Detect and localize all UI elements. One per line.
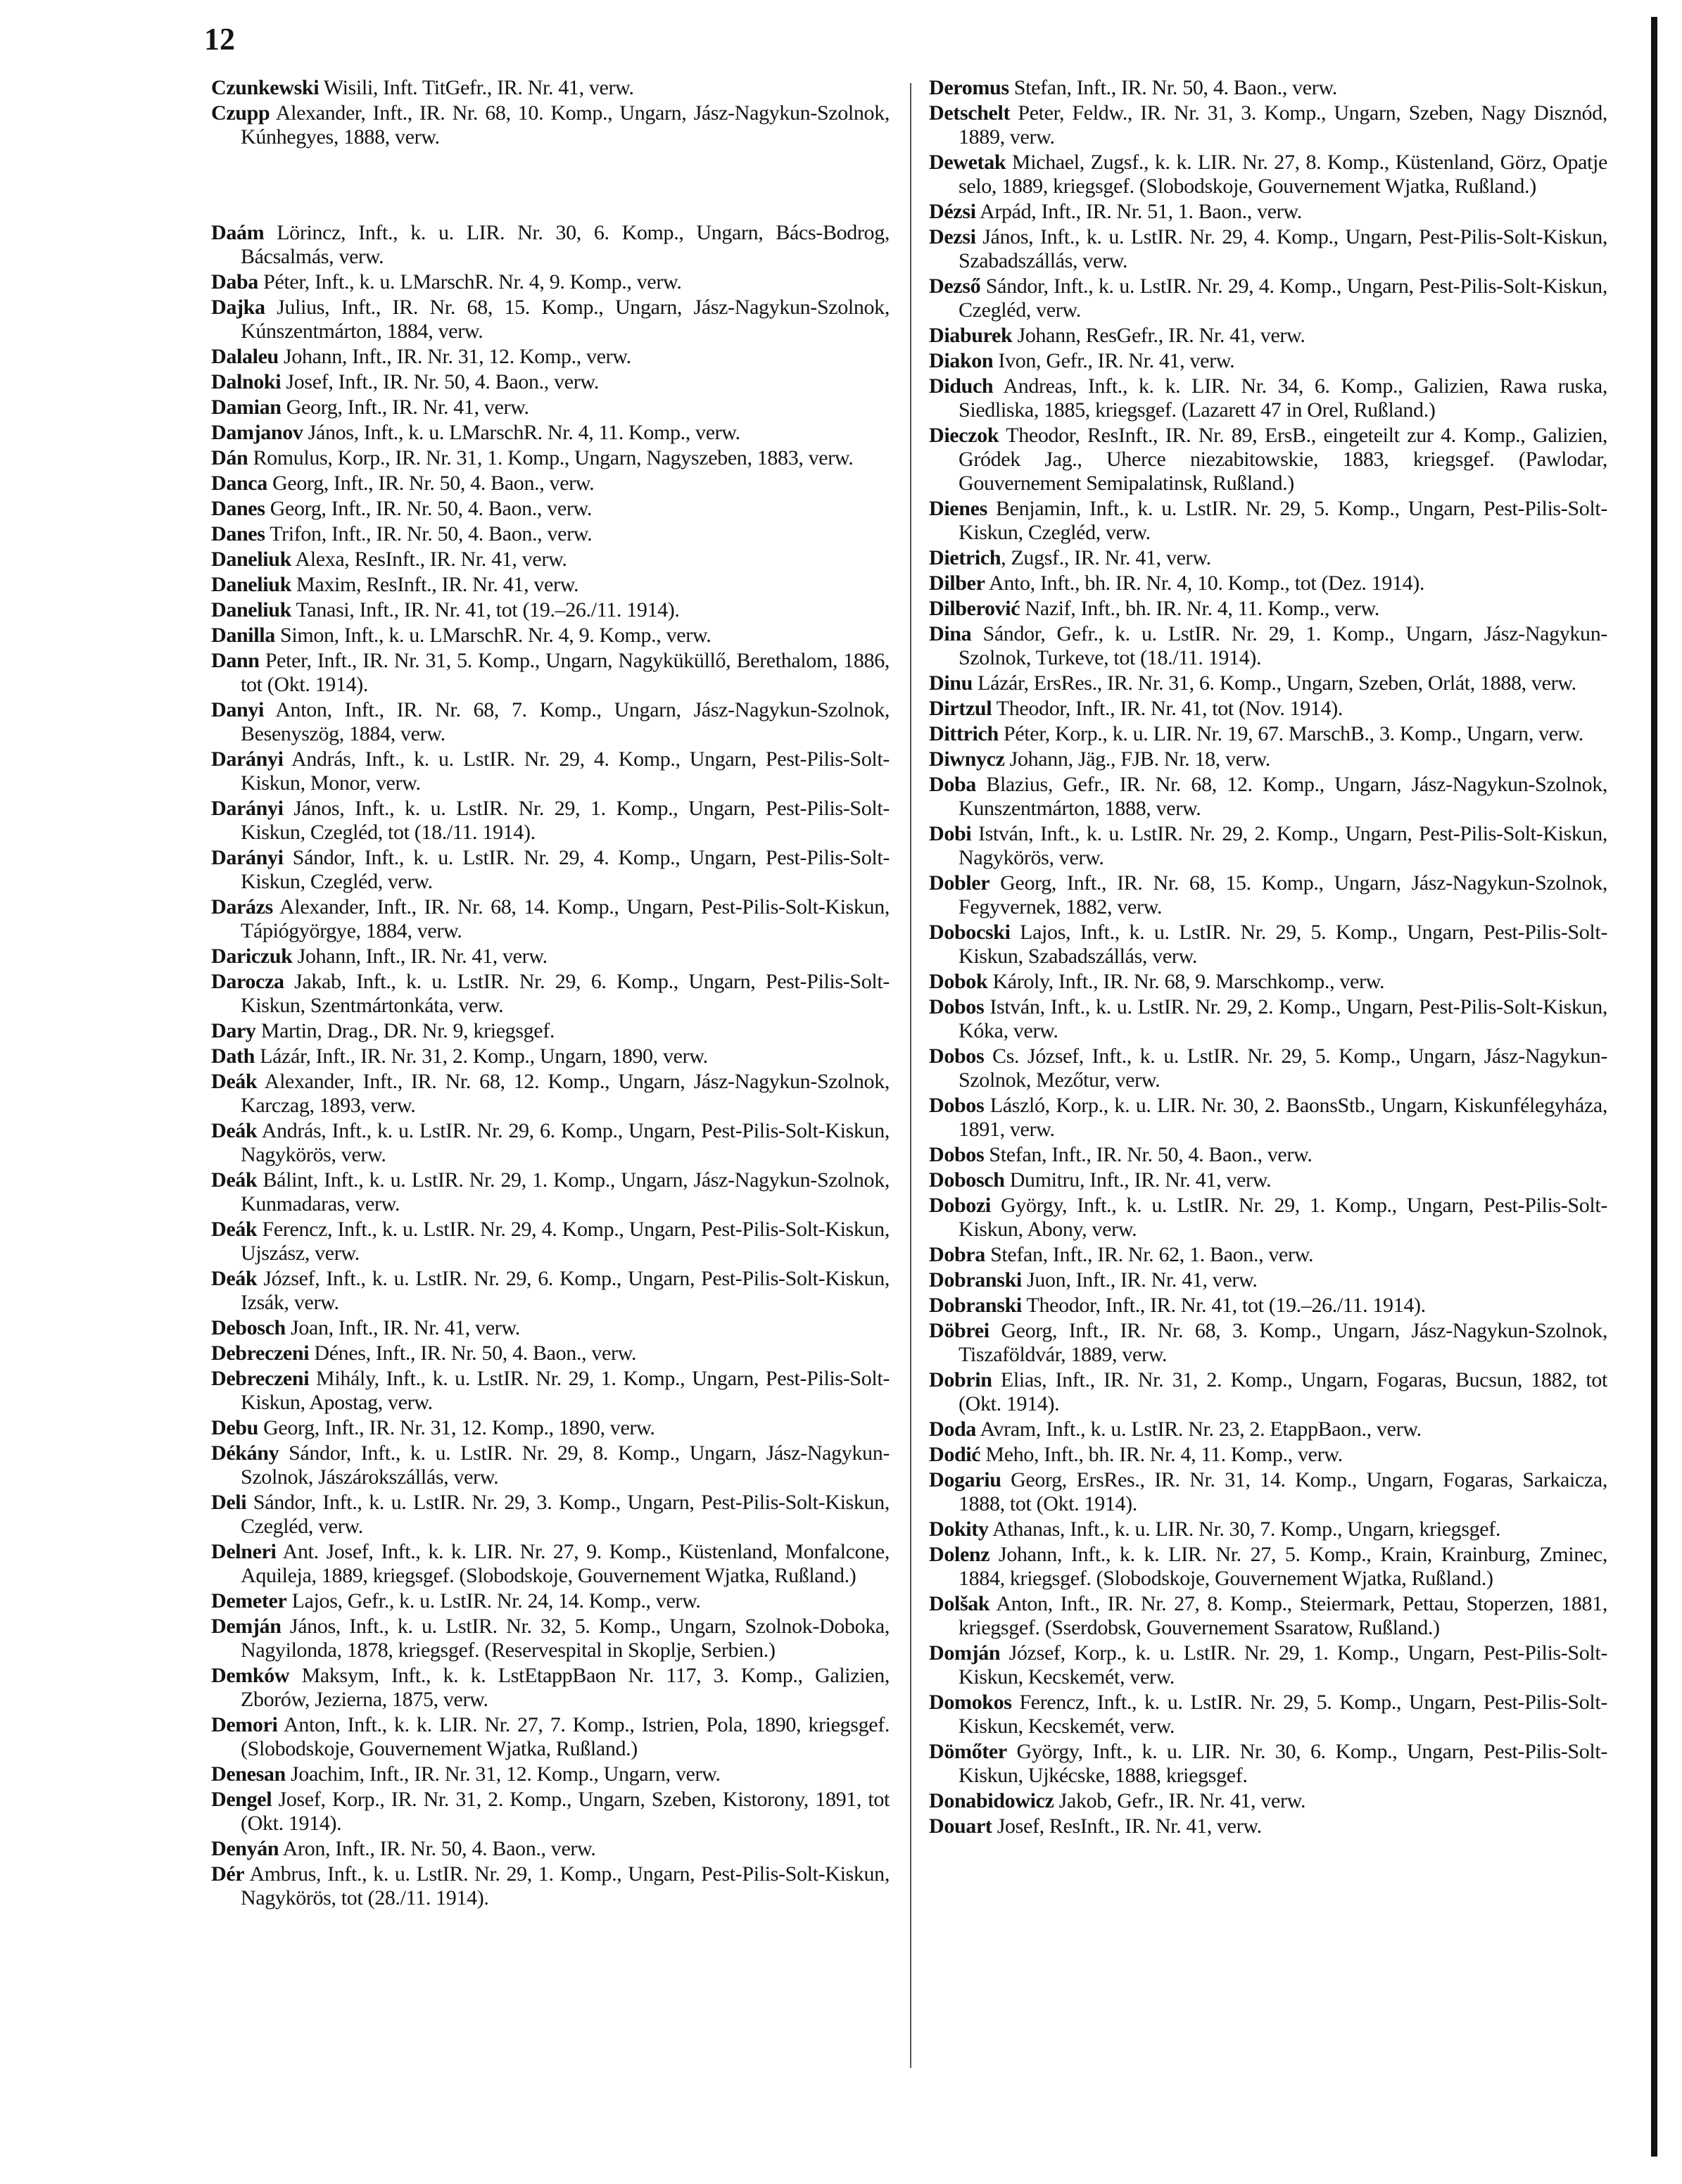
entry-details: Sándor, Inft., k. u. LstIR. Nr. 29, 8. Komp., Ungarn, Jász-Nagykun-Szolnok, Jászárokszállás, verw. [241, 1441, 890, 1489]
entry-surname: Dobok [929, 970, 988, 993]
list-entry [929, 1592, 1607, 1640]
list-entry [929, 1443, 1607, 1467]
entry-details: István, Inft., k. u. LstIR. Nr. 29, 2. Komp., Ungarn, Pest-Pilis-Solt-Kiskun, Nagykörös, verw. [959, 822, 1607, 869]
entry-details: Ferencz, Inft., k. u. LstIR. Nr. 29, 5. Komp., Ungarn, Pest-Pilis-Solt-Kiskun, Kecskemét, verw. [959, 1691, 1607, 1738]
entry-surname: Domokos [929, 1691, 1012, 1714]
entry-details: Julius, Inft., IR. Nr. 68, 15. Komp., Ungarn, Jász-Nagykun-Szolnok, Kúnszentmárton, 1884, verw. [241, 296, 890, 343]
entry-surname: Damjanov [211, 421, 303, 444]
entry-details: Elias, Inft., IR. Nr. 31, 2. Komp., Ungarn, Fogaras, Bucsun, 1882, tot (Okt. 1914). [959, 1368, 1607, 1415]
list-entry [929, 497, 1607, 545]
entry-surname: Dobos [929, 1094, 985, 1117]
entry-surname: Demków [211, 1664, 290, 1687]
entry-details: Dumitru, Inft., IR. Nr. 41, verw. [1004, 1168, 1272, 1192]
entry-surname: Denesan [211, 1762, 286, 1786]
entry-surname: Dietrich [929, 546, 1001, 569]
list-entry [211, 895, 890, 943]
column-divider [910, 83, 911, 2068]
entry-details: Theodor, Inft., IR. Nr. 41, tot (19.–26./11. 1914). [1021, 1294, 1426, 1317]
entry-surname: Doda [929, 1418, 976, 1441]
entry-surname: Dobranski [929, 1294, 1022, 1317]
entry-details: Lörincz, Inft., k. u. LIR. Nr. 30, 6. Komp., Ungarn, Bács-Bodrog, Bácsalmás, verw. [241, 221, 890, 268]
list-entry [929, 1368, 1607, 1416]
entry-details: Bálint, Inft., k. u. LstIR. Nr. 29, 1. Komp., Ungarn, Jász-Nagykun-Szolnok, Kunmadaras, verw. [241, 1168, 890, 1216]
entry-details: Sándor, Inft., k. u. LstIR. Nr. 29, 3. Komp., Ungarn, Pest-Pilis-Solt-Kiskun, Czegléd, verw. [241, 1491, 890, 1538]
entry-surname: Danilla [211, 624, 275, 647]
entry-details: Nazif, Inft., bh. IR. Nr. 4, 11. Komp., verw. [1020, 597, 1380, 620]
entry-surname: Dokity [929, 1517, 989, 1541]
list-entry [929, 597, 1607, 621]
entry-surname: Deák [211, 1119, 258, 1142]
entry-details: Georg, ErsRes., IR. Nr. 31, 14. Komp., Ungarn, Fogaras, Sarkaicza, 1888, tot (Okt. 1914). [959, 1468, 1607, 1515]
entry-surname: Dékány [211, 1441, 279, 1465]
entry-surname: Daneliuk [211, 573, 291, 596]
list-entry [211, 396, 890, 419]
list-entry [929, 773, 1607, 821]
entry-surname: Döbrei [929, 1319, 989, 1342]
entry-details: Joan, Inft., IR. Nr. 41, verw. [285, 1316, 520, 1339]
entry-details: Peter, Inft., IR. Nr. 31, 5. Komp., Ungarn, Nagyküküllő, Berethalom, 1886, tot (Okt. 1914). [241, 649, 890, 696]
list-entry [211, 1762, 890, 1786]
list-entry [929, 274, 1607, 322]
entry-details: Johann, ResGefr., IR. Nr. 41, verw. [1012, 324, 1305, 347]
list-entry [211, 1441, 890, 1489]
list-entry [929, 1468, 1607, 1516]
list-entry [929, 1194, 1607, 1242]
entry-details: Lajos, Gefr., k. u. LstIR. Nr. 24, 14. Komp., verw. [286, 1589, 701, 1612]
entry-details: Mihály, Inft., k. u. LstIR. Nr. 29, 1. Komp., Ungarn, Pest-Pilis-Solt-Kiskun, Apostag, verw. [241, 1367, 890, 1414]
list-entry [929, 1044, 1607, 1092]
entry-surname: Darányi [211, 797, 284, 820]
list-entry [929, 349, 1607, 373]
entry-details: Jakab, Inft., k. u. LstIR. Nr. 29, 6. Komp., Ungarn, Pest-Pilis-Solt-Kiskun, Szentmártonkáta, verw. [241, 970, 890, 1017]
list-entry [929, 822, 1607, 870]
entry-details: Georg, Inft., IR. Nr. 68, 3. Komp., Ungarn, Jász-Nagykun-Szolnok, Tiszaföldvár, 1889, verw. [959, 1319, 1607, 1366]
list-entry [929, 1243, 1607, 1267]
entry-details: Lázár, ErsRes., IR. Nr. 31, 6. Komp., Ungarn, Szeben, Orlát, 1888, verw. [972, 671, 1576, 695]
list-entry [929, 1294, 1607, 1318]
entry-surname: Dezső [929, 274, 981, 298]
entry-surname: Dajka [211, 296, 265, 319]
list-entry [929, 324, 1607, 348]
entry-details: Trifon, Inft., IR. Nr. 50, 4. Baon., verw. [265, 522, 593, 545]
list-entry [929, 1268, 1607, 1292]
entry-surname: Debreczeni [211, 1367, 310, 1390]
entry-details: Alexander, Inft., IR. Nr. 68, 10. Komp., Ungarn, Jász-Nagykun-Szolnok, Kúnhegyes, 1888, verw. [241, 101, 890, 149]
list-entry [211, 1119, 890, 1167]
entry-surname: Danes [211, 497, 265, 520]
entry-surname: Deák [211, 1218, 258, 1241]
entry-surname: Dobi [929, 822, 972, 845]
list-entry [211, 1070, 890, 1118]
entry-details: Georg, Inft., IR. Nr. 50, 4. Baon., verw. [267, 472, 595, 495]
list-entry [211, 1837, 890, 1861]
list-entry [929, 697, 1607, 721]
entry-details: Ivon, Gefr., IR. Nr. 41, verw. [993, 349, 1235, 372]
entry-details: János, Inft., k. u. LMarschR. Nr. 4, 11. Komp., verw. [303, 421, 740, 444]
entry-details: János, Inft., k. u. LstIR. Nr. 32, 5. Komp., Ungarn, Szolnok-Doboka, Nagyilonda, 1878, kriegsgef. (Reservespital in Skoplje, Serbien.) [241, 1615, 890, 1662]
entry-surname: Dobozi [929, 1194, 991, 1217]
entry-details: Josef, ResInft., IR. Nr. 41, verw. [992, 1814, 1262, 1838]
entry-surname: Dann [211, 649, 260, 672]
entry-surname: Danyi [211, 698, 264, 721]
list-entry [211, 846, 890, 894]
entry-surname: Dath [211, 1044, 255, 1068]
list-entry [211, 1615, 890, 1662]
entry-surname: Czunkewski [211, 76, 320, 99]
entry-details: Aron, Inft., IR. Nr. 50, 4. Baon., verw. [279, 1837, 596, 1860]
entry-surname: Daneliuk [211, 548, 291, 571]
list-entry [929, 151, 1607, 198]
entry-details: József, Korp., k. u. LstIR. Nr. 29, 1. Komp., Ungarn, Pest-Pilis-Solt-Kiskun, Kecskemét, verw. [959, 1641, 1607, 1689]
list-entry [211, 1416, 890, 1440]
entry-surname: Demori [211, 1713, 278, 1736]
list-entry [929, 722, 1607, 746]
entry-surname: Dér [211, 1862, 245, 1886]
entry-details: Anto, Inft., bh. IR. Nr. 4, 10. Komp., tot (Dez. 1914). [985, 572, 1425, 595]
entry-surname: Diaburek [929, 324, 1013, 347]
list-entry [211, 345, 890, 369]
entry-surname: Dalaleu [211, 345, 279, 368]
list-entry [211, 421, 890, 445]
entry-details: Andreas, Inft., k. k. LIR. Nr. 34, 6. Komp., Galizien, Rawa ruska, Siedliska, 1885, kriegsgef. (Lazarett 47 in Orel, Rußland.) [959, 374, 1607, 422]
list-entry [929, 1814, 1607, 1838]
entry-details: Lajos, Inft., k. u. LstIR. Nr. 29, 5. Komp., Ungarn, Pest-Pilis-Solt-Kiskun, Szabadszállás, verw. [959, 921, 1607, 968]
list-entry [929, 747, 1607, 771]
list-entry [211, 1267, 890, 1315]
entry-surname: Dilberović [929, 597, 1020, 620]
entry-surname: Dewetak [929, 151, 1006, 174]
list-entry [211, 573, 890, 597]
entry-surname: Donabidowicz [929, 1789, 1054, 1812]
entry-surname: Dary [211, 1019, 256, 1042]
entry-surname: Dienes [929, 497, 987, 520]
entry-surname: Dilber [929, 572, 985, 595]
entry-surname: Dézsi [929, 200, 976, 223]
entry-details: Juon, Inft., IR. Nr. 41, verw. [1021, 1268, 1258, 1292]
entry-surname: Dolšak [929, 1592, 990, 1615]
list-entry [929, 622, 1607, 670]
entry-surname: Dogariu [929, 1468, 1001, 1491]
entry-details: Georg, Inft., IR. Nr. 50, 4. Baon., verw. [265, 497, 592, 520]
entry-surname: Dariczuk [211, 945, 293, 968]
left-column [211, 76, 890, 1912]
entry-surname: Deli [211, 1491, 247, 1514]
list-entry [211, 1491, 890, 1539]
entry-details: János, Inft., k. u. LstIR. Nr. 29, 4. Komp., Ungarn, Pest-Pilis-Solt-Kiskun, Szabadszállás, verw. [959, 225, 1607, 272]
list-entry [929, 374, 1607, 422]
entry-surname: Debosch [211, 1316, 286, 1339]
entry-surname: Daba [211, 270, 258, 293]
list-entry [929, 871, 1607, 919]
entry-surname: Dengel [211, 1788, 272, 1811]
list-entry [211, 1713, 890, 1761]
entry-surname: Deromus [929, 76, 1009, 99]
entry-details: Georg, Inft., IR. Nr. 31, 12. Komp., 1890, verw. [258, 1416, 655, 1439]
entry-surname: Daneliuk [211, 598, 291, 621]
entry-surname: Deák [211, 1267, 258, 1290]
entry-details: Péter, Inft., k. u. LMarschR. Nr. 4, 9. Komp., verw. [258, 270, 682, 293]
entry-details: Romulus, Korp., IR. Nr. 31, 1. Komp., Ungarn, Nagyszeben, 1883, verw. [248, 446, 854, 469]
entry-details: Jakob, Gefr., IR. Nr. 41, verw. [1054, 1789, 1306, 1812]
entry-details: Johann, Jäg., FJB. Nr. 18, verw. [1004, 747, 1270, 771]
entry-surname: Doba [929, 773, 976, 796]
entry-details: Avram, Inft., k. u. LstIR. Nr. 23, 2. EtappBaon., verw. [975, 1418, 1422, 1441]
list-entry [211, 497, 890, 521]
entry-details: Ambrus, Inft., k. u. LstIR. Nr. 29, 1. Komp., Ungarn, Pest-Pilis-Solt-Kiskun, Nagykörös, tot (28./11. 1914). [241, 1862, 890, 1910]
entry-surname: Diakon [929, 349, 994, 372]
list-entry [929, 1094, 1607, 1142]
entry-details: Josef, Korp., IR. Nr. 31, 2. Komp., Ungarn, Szeben, Kistorony, 1891, tot (Okt. 1914). [241, 1788, 890, 1835]
entry-details: Peter, Feldw., IR. Nr. 31, 3. Komp., Ungarn, Szeben, Nagy Disznód, 1889, verw. [959, 101, 1607, 149]
entry-surname: Dobosch [929, 1168, 1005, 1192]
entry-details: Michael, Zugsf., k. k. LIR. Nr. 27, 8. Komp., Küstenland, Görz, Opatje selo, 1889, kriegsgef. (Slobodskoje, Gouvernement Wjatka, Rußland.) [959, 151, 1607, 198]
entry-details: Anton, Inft., IR. Nr. 68, 7. Komp., Ungarn, Jász-Nagykun-Szolnok, Besenyszög, 1884, verw. [241, 698, 890, 745]
entry-surname: Denyán [211, 1837, 279, 1860]
list-entry [929, 1641, 1607, 1689]
entry-details: Athanas, Inft., k. u. LIR. Nr. 30, 7. Komp., Ungarn, kriegsgef. [988, 1517, 1501, 1541]
list-entry [929, 572, 1607, 595]
list-entry [929, 1517, 1607, 1541]
entry-surname: Debu [211, 1416, 258, 1439]
entry-details: Sándor, Gefr., k. u. LstIR. Nr. 29, 1. Komp., Ungarn, Jász-Nagykun-Szolnok, Turkeve, tot (18./11. 1914). [959, 622, 1607, 669]
entry-details: László, Korp., k. u. LIR. Nr. 30, 2. BaonsStb., Ungarn, Kiskunfélegyháza, 1891, verw. [959, 1094, 1607, 1141]
entry-details: Georg, Inft., IR. Nr. 41, verw. [281, 396, 529, 419]
entry-surname: Dittrich [929, 722, 999, 745]
entry-details: Cs. József, Inft., k. u. LstIR. Nr. 29, 5. Komp., Ungarn, Jász-Nagykun-Szolnok, Mezőtur, verw. [959, 1044, 1607, 1092]
entry-details: Alexander, Inft., IR. Nr. 68, 14. Komp., Ungarn, Pest-Pilis-Solt-Kiskun, Tápiógyörgye, 1884, verw. [241, 895, 890, 942]
entry-details: Sándor, Inft., k. u. LstIR. Nr. 29, 4. Komp., Ungarn, Pest-Pilis-Solt-Kiskun, Czegléd, verw. [959, 274, 1607, 322]
entry-surname: Dobos [929, 1044, 985, 1068]
entry-details: Theodor, ResInft., IR. Nr. 89, ErsB., eingeteilt zur 4. Komp., Galizien, Gródek Jag., Uherce niezabitowskie, 1883, kriegsgef. (Pawlodar, Gouvernement Semipalatinsk, Rußland.) [959, 424, 1607, 495]
list-entry [211, 945, 890, 968]
entry-details: Maksym, Inft., k. k. LstEtappBaon Nr. 117, 3. Komp., Galizien, Zborów, Jezierna, 1875, verw. [241, 1664, 890, 1711]
entry-details: Károly, Inft., IR. Nr. 68, 9. Marschkomp., verw. [987, 970, 1385, 993]
list-entry [211, 797, 890, 845]
list-entry [211, 101, 890, 149]
list-entry [929, 1543, 1607, 1591]
entry-details: Simon, Inft., k. u. LMarschR. Nr. 4, 9. Komp., verw. [274, 624, 712, 647]
entry-details: Benjamin, Inft., k. u. LstIR. Nr. 29, 5. Komp., Ungarn, Pest-Pilis-Solt-Kiskun, Czegléd, verw. [959, 497, 1607, 544]
list-entry [929, 225, 1607, 273]
page-number: 12 [204, 22, 235, 56]
entry-surname: Dolenz [929, 1543, 990, 1566]
entry-details: Stefan, Inft., IR. Nr. 50, 4. Baon., verw. [1008, 76, 1337, 99]
entry-details: András, Inft., k. u. LstIR. Nr. 29, 6. Komp., Ungarn, Pest-Pilis-Solt-Kiskun, Nagykörös, verw. [241, 1119, 890, 1166]
list-entry [929, 1319, 1607, 1367]
list-entry [211, 76, 890, 100]
list-entry [211, 270, 890, 294]
entry-details: Meho, Inft., bh. IR. Nr. 4, 11. Komp., verw. [980, 1443, 1343, 1466]
list-entry [929, 970, 1607, 994]
list-entry [929, 1418, 1607, 1441]
entry-details: Sándor, Inft., k. u. LstIR. Nr. 29, 4. Komp., Ungarn, Pest-Pilis-Solt-Kiskun, Czegléd, verw. [241, 846, 890, 893]
entry-details: György, Inft., k. u. LIR. Nr. 30, 6. Komp., Ungarn, Pest-Pilis-Solt-Kiskun, Ujkécske, 1888, kriegsgef. [959, 1740, 1607, 1787]
list-entry [211, 370, 890, 394]
list-entry [211, 1540, 890, 1588]
list-entry [211, 472, 890, 495]
entry-surname: Debreczeni [211, 1342, 310, 1365]
list-entry [211, 548, 890, 572]
entry-details: András, Inft., k. u. LstIR. Nr. 29, 4. Komp., Ungarn, Pest-Pilis-Solt-Kiskun, Monor, verw. [241, 747, 890, 795]
entry-details: György, Inft., k. u. LstIR. Nr. 29, 1. Komp., Ungarn, Pest-Pilis-Solt-Kiskun, Abony, verw. [959, 1194, 1607, 1241]
entry-details: János, Inft., k. u. LstIR. Nr. 29, 1. Komp., Ungarn, Pest-Pilis-Solt-Kiskun, Czegléd, tot (18./11. 1914). [241, 797, 890, 844]
entry-details: Blazius, Gefr., IR. Nr. 68, 12. Komp., Ungarn, Jász-Nagykun-Szolnok, Kunszentmárton, 1888, verw. [959, 773, 1607, 820]
entry-details: István, Inft., k. u. LstIR. Nr. 29, 2. Komp., Ungarn, Pest-Pilis-Solt-Kiskun, Kóka, verw. [959, 995, 1607, 1042]
entry-details: Stefan, Inft., IR. Nr. 50, 4. Baon., verw. [984, 1143, 1313, 1166]
entry-details: Alexander, Inft., IR. Nr. 68, 12. Komp., Ungarn, Jász-Nagykun-Szolnok, Karczag, 1893, verw. [241, 1070, 890, 1117]
list-entry [211, 1316, 890, 1340]
entry-surname: Dobocski [929, 921, 1011, 944]
entry-surname: Dezsi [929, 225, 976, 248]
entry-surname: Danca [211, 472, 267, 495]
entry-surname: Daám [211, 221, 265, 244]
list-entry [929, 1143, 1607, 1167]
entry-surname: Domján [929, 1641, 1001, 1665]
entry-details: Anton, Inft., k. k. LIR. Nr. 27, 7. Komp., Istrien, Pola, 1890, kriegsgef. (Slobodskoje, Gouvernement Wjatka, Rußland.) [241, 1713, 890, 1760]
list-entry [211, 1019, 890, 1043]
entry-surname: Darányi [211, 846, 284, 869]
list-entry [929, 200, 1607, 224]
entry-details: Wisili, Inft. TitGefr., IR. Nr. 41, verw. [319, 76, 634, 99]
entry-surname: Dobranski [929, 1268, 1022, 1292]
entry-details: Joachim, Inft., IR. Nr. 31, 12. Komp., Ungarn, verw. [285, 1762, 721, 1786]
list-entry [211, 624, 890, 648]
entry-surname: Dobra [929, 1243, 985, 1266]
list-entry [929, 921, 1607, 968]
list-entry [929, 76, 1607, 100]
list-entry [929, 424, 1607, 495]
entry-surname: Douart [929, 1814, 992, 1838]
entry-surname: Darányi [211, 747, 284, 771]
list-entry [929, 995, 1607, 1043]
list-entry [211, 446, 890, 470]
entry-details: Dénes, Inft., IR. Nr. 50, 4. Baon., verw. [309, 1342, 637, 1365]
entry-details: Ferencz, Inft., k. u. LstIR. Nr. 29, 4. Komp., Ungarn, Pest-Pilis-Solt-Kiskun, Ujszász, verw. [241, 1218, 890, 1265]
entry-surname: Deák [211, 1070, 258, 1093]
list-entry [211, 1168, 890, 1216]
entry-surname: Darocza [211, 970, 284, 993]
entry-details: József, Inft., k. u. LstIR. Nr. 29, 6. Komp., Ungarn, Pest-Pilis-Solt-Kiskun, Izsák, verw. [241, 1267, 890, 1314]
list-entry [929, 671, 1607, 695]
entry-details: Lázár, Inft., IR. Nr. 31, 2. Komp., Ungarn, 1890, verw. [254, 1044, 708, 1068]
entry-details: Johann, Inft., k. k. LIR. Nr. 27, 5. Komp., Krain, Krainburg, Zminec, 1884, kriegsgef. (Slobodskoje, Gouvernement Wjatka, Rußland.) [959, 1543, 1607, 1590]
list-entry [929, 1168, 1607, 1192]
entry-details: Georg, Inft., IR. Nr. 68, 15. Komp., Ungarn, Jász-Nagykun-Szolnok, Fegyvernek, 1882, verw. [959, 871, 1607, 919]
entry-surname: Demján [211, 1615, 282, 1638]
entry-surname: Dömőter [929, 1740, 1007, 1763]
entry-surname: Diduch [929, 374, 994, 398]
entry-details: Johann, Inft., IR. Nr. 41, verw. [292, 945, 548, 968]
entry-details: Tanasi, Inft., IR. Nr. 41, tot (19.–26./11. 1914). [291, 598, 680, 621]
entry-details: Stefan, Inft., IR. Nr. 62, 1. Baon., verw. [985, 1243, 1314, 1266]
entry-surname: Damian [211, 396, 282, 419]
entry-surname: Dirtzul [929, 697, 992, 720]
list-entry [211, 1367, 890, 1415]
right-column [929, 76, 1607, 1840]
list-entry [929, 546, 1607, 570]
list-entry [211, 1342, 890, 1365]
list-entry [211, 698, 890, 746]
list-entry [211, 522, 890, 546]
list-entry [211, 296, 890, 343]
entry-surname: Dán [211, 446, 248, 469]
entry-details: Johann, Inft., IR. Nr. 31, 12. Komp., verw. [278, 345, 631, 368]
list-entry [211, 598, 890, 622]
entry-details: Maxim, ResInft., IR. Nr. 41, verw. [291, 573, 579, 596]
list-entry [211, 1664, 890, 1712]
entry-surname: Dodić [929, 1443, 981, 1466]
entry-surname: Deák [211, 1168, 258, 1192]
entry-details: Arpád, Inft., IR. Nr. 51, 1. Baon., verw. [975, 200, 1302, 223]
entry-details: Martin, Drag., DR. Nr. 9, kriegsgef. [255, 1019, 555, 1042]
entry-surname: Darázs [211, 895, 273, 919]
list-entry [929, 1740, 1607, 1788]
entry-details: , Zugsf., IR. Nr. 41, verw. [1001, 546, 1211, 569]
entry-surname: Dobrin [929, 1368, 992, 1391]
page-edge-border [1651, 17, 1657, 2157]
list-entry [929, 1789, 1607, 1813]
entry-surname: Diwnycz [929, 747, 1005, 771]
list-entry [211, 1862, 890, 1910]
list-entry [211, 649, 890, 697]
entry-details: Péter, Korp., k. u. LIR. Nr. 19, 67. MarschB., 3. Komp., Ungarn, verw. [998, 722, 1583, 745]
entry-details: Alexa, ResInft., IR. Nr. 41, verw. [291, 548, 567, 571]
entry-surname: Dobler [929, 871, 990, 895]
list-entry [211, 970, 890, 1018]
entry-surname: Dina [929, 622, 972, 645]
list-entry [211, 1218, 890, 1265]
entry-details: Anton, Inft., IR. Nr. 27, 8. Komp., Steiermark, Pettau, Stoperzen, 1881, kriegsgef. (Sserdobsk, Gouvernement Ssaratow, Rußland.) [959, 1592, 1607, 1639]
list-entry [211, 1788, 890, 1836]
entry-surname: Czupp [211, 101, 270, 125]
entry-surname: Delneri [211, 1540, 277, 1563]
entry-details: Theodor, Inft., IR. Nr. 41, tot (Nov. 1914). [992, 697, 1343, 720]
entry-surname: Detschelt [929, 101, 1011, 125]
list-entry [211, 1044, 890, 1068]
entry-surname: Dobos [929, 995, 985, 1018]
entry-surname: Dinu [929, 671, 973, 695]
list-entry [929, 1691, 1607, 1738]
entry-details: Ant. Josef, Inft., k. k. LIR. Nr. 27, 9. Komp., Küstenland, Monfalcone, Aquileja, 1889, kriegsgef. (Slobodskoje, Gouvernement Wjatka, Rußland.) [241, 1540, 890, 1587]
list-entry [929, 101, 1607, 149]
entry-surname: Dieczok [929, 424, 999, 447]
list-entry [211, 221, 890, 269]
entry-surname: Danes [211, 522, 265, 545]
entry-surname: Demeter [211, 1589, 287, 1612]
entry-surname: Dobos [929, 1143, 985, 1166]
list-entry [211, 747, 890, 795]
entry-surname: Dalnoki [211, 370, 282, 393]
entry-details: Josef, Inft., IR. Nr. 50, 4. Baon., verw. [281, 370, 599, 393]
list-entry [211, 1589, 890, 1613]
